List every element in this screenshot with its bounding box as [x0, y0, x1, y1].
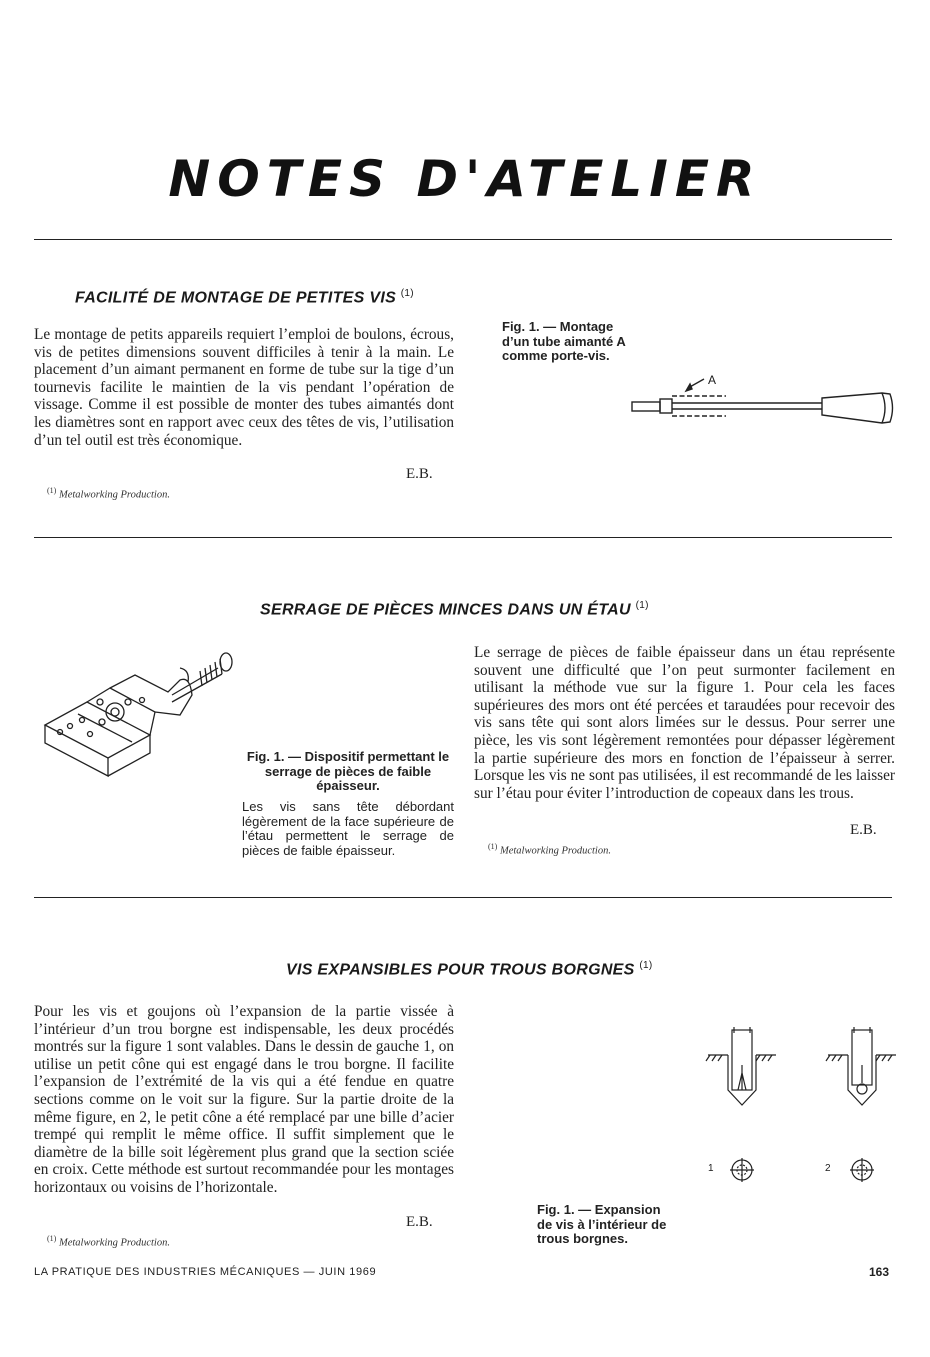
article-1-heading	[75, 288, 414, 307]
footnote-mark: (1)	[47, 486, 57, 495]
figure-label-2: 2	[825, 1163, 831, 1174]
page-title: NOTES D'ATELIER	[168, 150, 762, 208]
article-1-footnote	[47, 486, 170, 501]
article-2-figure-caption: Fig. 1. — Dispositif permettant le serrage de pièces de faible épaisseur.	[246, 749, 450, 793]
footnote-mark: (1)	[488, 842, 498, 851]
page-number: 163	[869, 1265, 890, 1279]
blind-hole-figure	[700, 1025, 900, 1195]
screwdriver-figure	[620, 370, 900, 430]
article-2-heading	[260, 600, 649, 619]
article-2-figure-text: Les vis sans tête débordant légèrement de la face supérieure de l’étau permettent le serrage de pièces de faible épaisseur.	[242, 799, 454, 858]
figure-label-a: A	[708, 373, 717, 387]
article-1-signature: E.B.	[406, 466, 433, 482]
title-rule	[34, 239, 892, 240]
article-2-footnote	[488, 842, 611, 857]
footnote-source: Metalworking Production.	[58, 489, 170, 501]
article-3-heading-text: VIS EXPANSIBLES POUR TROUS BORGNES	[286, 961, 635, 979]
article-3-body: Pour les vis et goujons où l’expansion de la partie vissée à l’intérieur d’un trou borgne est indispensable, les deux procédés montrés sur la figure 1 sont valables. Dans le dessin de gauche 1, on utilise un petit cône qui est engagé dans le trou borgne. Il facilite l’expansion de l’extrémité de la vis qui a été fendue en quatre sections comme on le voit sur la figure. Sur la partie droite de la même figure, en 2, le petit cône a été remplacé par une bille d’acier trempé qui remplit le même office. Il suffit simplement que le diamètre de la bille soit légèrement plus grand que la section sciée en croix. Cette méthode est surtout recommandée pour les montages horizontaux ou voisins de l’horizontale.	[34, 1003, 454, 1196]
footnote-mark: (1)	[47, 1234, 57, 1243]
footer-publication: LA PRATIQUE DES INDUSTRIES MÉCANIQUES — JUIN 1969	[34, 1266, 377, 1278]
article-2-signature: E.B.	[850, 822, 877, 838]
article-1-heading-note: (1)	[400, 288, 414, 299]
section-rule-1	[34, 537, 892, 538]
article-2-heading-text: SERRAGE DE PIÈCES MINCES DANS UN ÉTAU	[260, 601, 631, 619]
section-rule-2	[34, 897, 892, 898]
article-1-figure-caption: Fig. 1. — Montage d’un tube aimanté A comme porte-vis.	[502, 319, 626, 363]
article-1-body: Le montage de petits appareils requiert l’emploi de boulons, écrous, vis de petites dimensions souvent difficiles à tenir à la main. Le placement d’un aimant permanent en forme de tube sur la tige d’un tournevis facilite le maintien de la vis pendant l’opération de vissage. Comme il est possible de monter des tubes aimantés dont les diamètres sont en rapport avec ceux des têtes de vis, l’utilisation d’un tel outil est très économique.	[34, 326, 454, 449]
figure-label-1: 1	[708, 1163, 714, 1174]
article-3-heading	[286, 960, 653, 979]
vise-figure	[40, 640, 240, 800]
article-3-figure-caption: Fig. 1. — Expansion de vis à l’intérieur de trous borgnes.	[537, 1202, 667, 1246]
footnote-source: Metalworking Production.	[499, 845, 611, 857]
article-3-heading-note: (1)	[639, 960, 653, 971]
footnote-source: Metalworking Production.	[58, 1237, 170, 1249]
article-2-body: Le serrage de pièces de faible épaisseur dans un étau représente souvent une difficulté que l’on peut surmonter facilement en utilisant la méthode vue sur la figure 1. Pour cela les faces supérieures des mors ont été percées et taraudées pour recevoir des vis sans tête qui sont alors limées sur le dessus. Pour serrer une pièce, les vis sont légèrement remontées pour dépasser légèrement la partie supérieure des mors en fonction de l’épaisseur à serrer. Lorsque les vis ne sont pas utilisées, il est recommandé de les laisser sur l’étau pour éviter l’introduction de copeaux dans les trous.	[474, 644, 895, 802]
article-3-signature: E.B.	[406, 1214, 433, 1230]
article-3-footnote	[47, 1234, 170, 1249]
article-2-heading-note: (1)	[635, 600, 649, 611]
article-1-heading-text: FACILITÉ DE MONTAGE DE PETITES VIS	[75, 289, 397, 307]
